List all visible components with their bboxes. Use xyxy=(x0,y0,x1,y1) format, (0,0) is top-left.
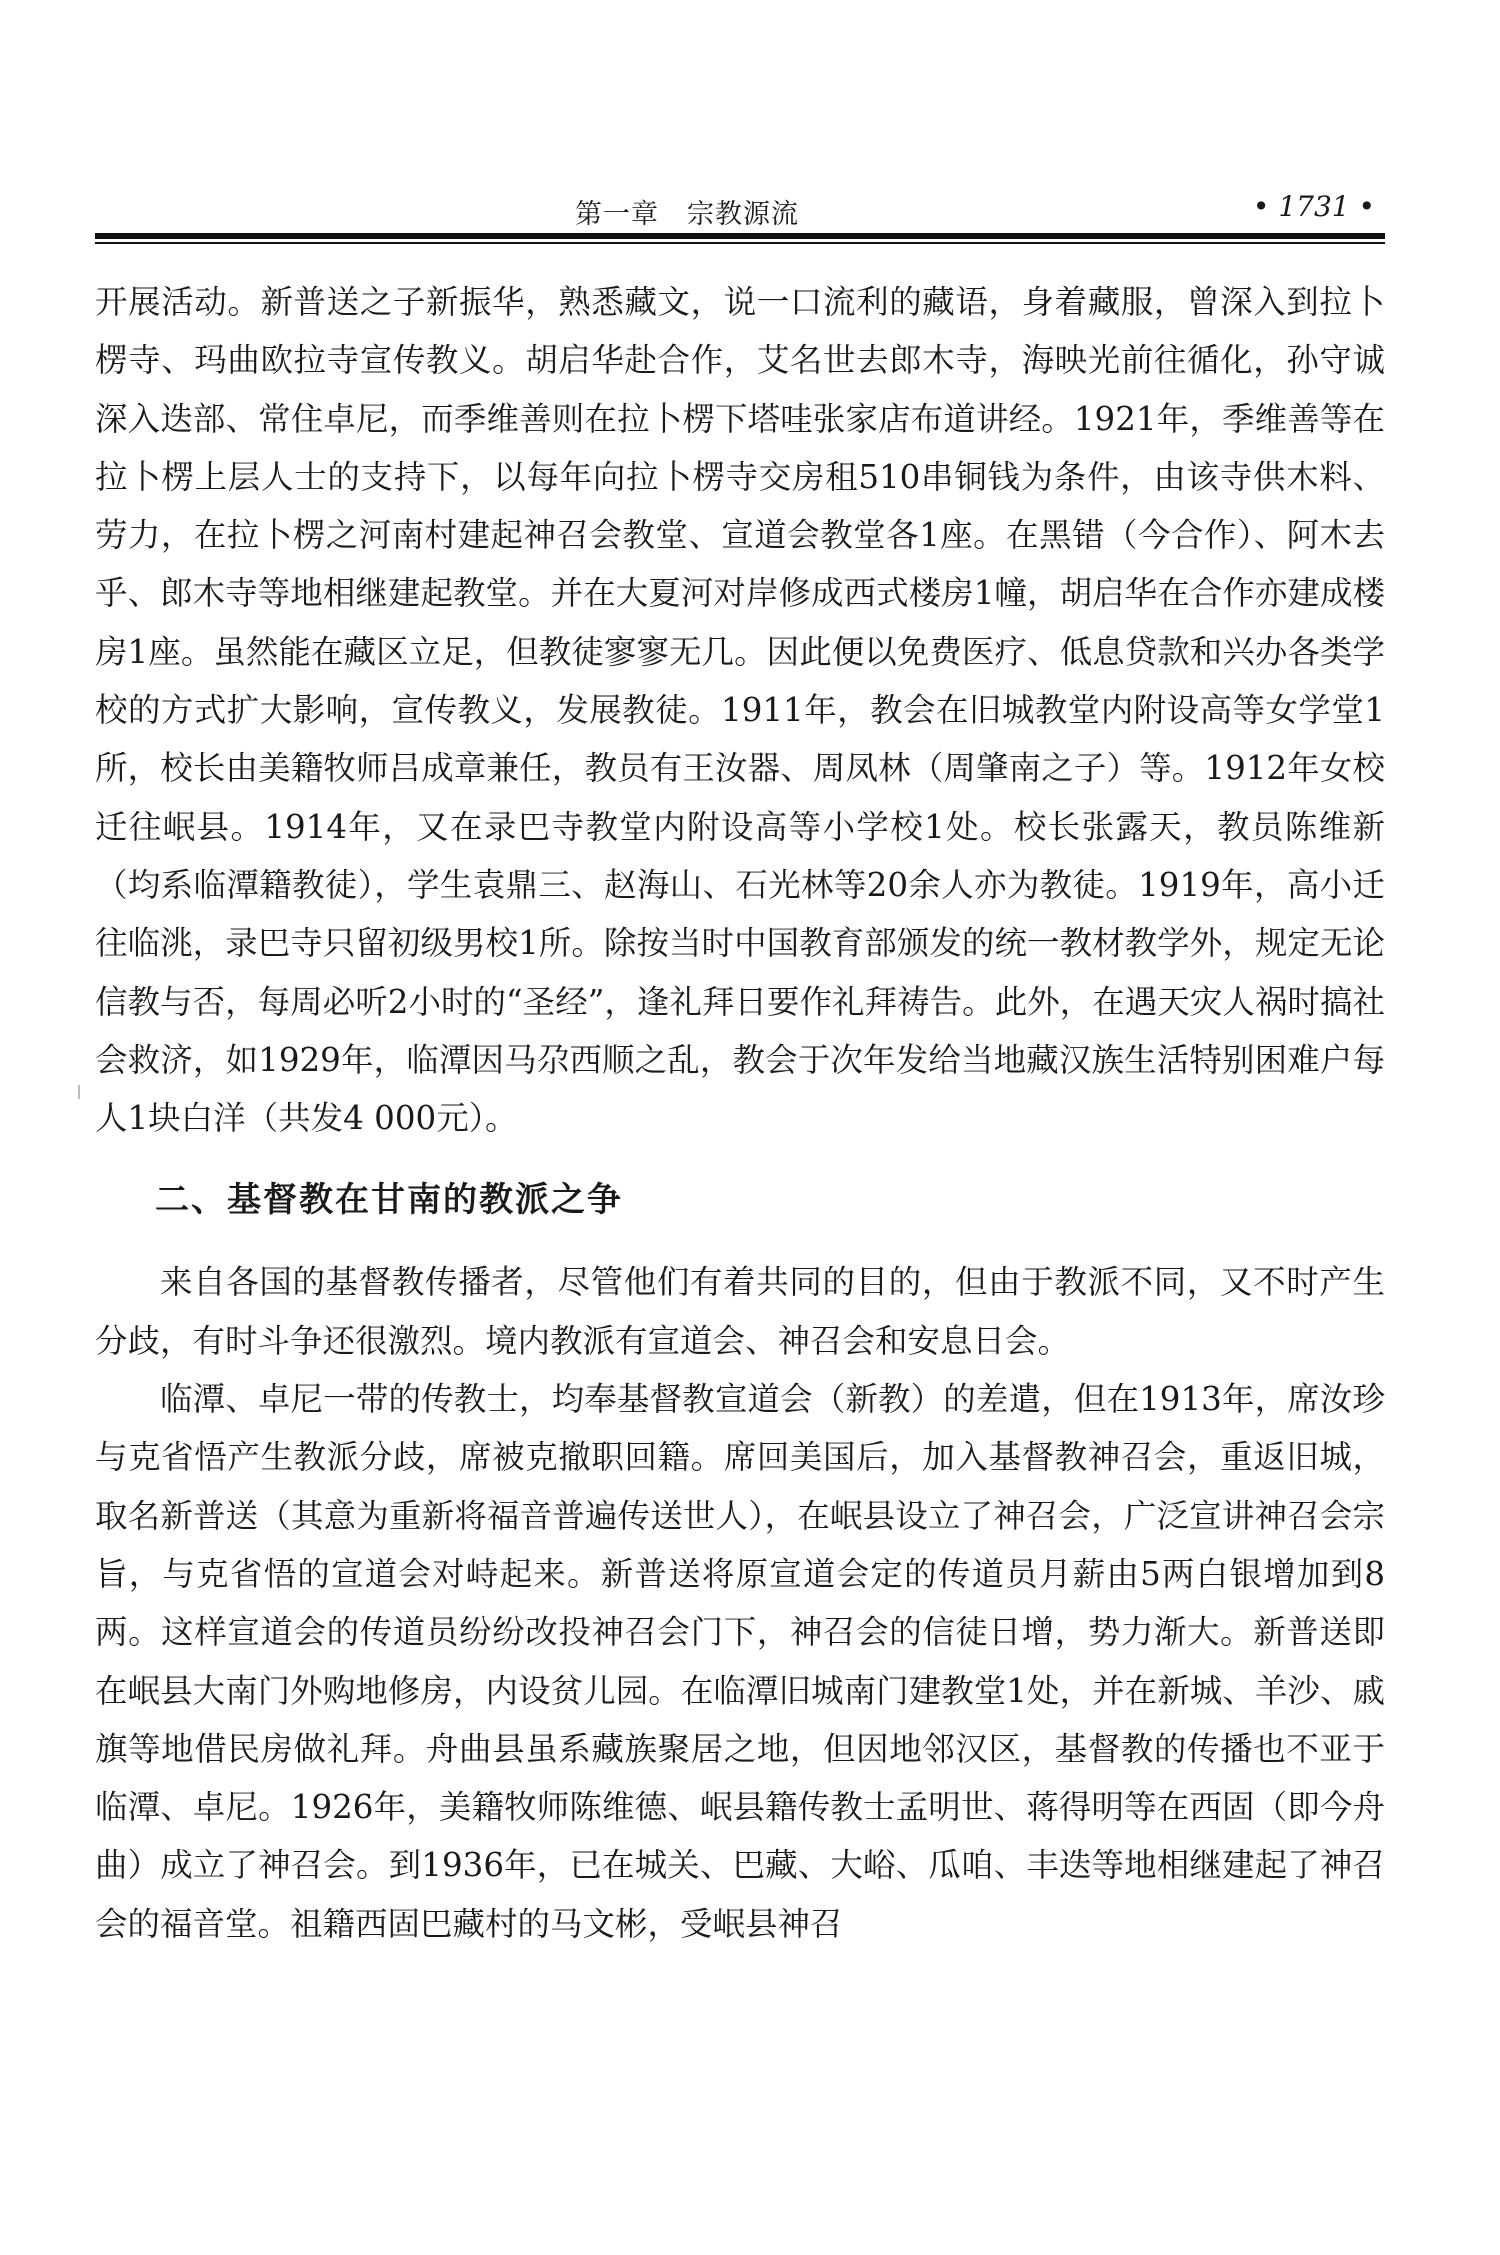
section-heading: 二、基督教在甘南的教派之争 xyxy=(155,1180,623,1221)
margin-mark xyxy=(78,1085,80,1099)
section-paragraph: 临潭、卓尼一带的传教士，均奉基督教宣道会（新教）的差遣，但在1913年，席汝珍与克省悟产生教派分歧，席被克撤职回籍。席回美国后，加入基督教神召会，重返旧城，取名新普送（其意为重新将福音普遍传送世人），在岷县设立了神召会，广泛宣讲神召会宗旨，与克省悟的宣道会对峙起来。新普送将原宣道会定的传道员月薪由5两白银增加到8两。这样宣道会的传道员纷纷改投神召会门下，神召会的信徒日增，势力渐大。新普送即在岷县大南门外购地修房，内设贫儿园。在临潭旧城南门建教堂1处，并在新城、羊沙、戚旗等地借民房做礼拜。舟曲县虽系藏族聚居之地，但因地邻汉区，基督教的传播也不亚于临潭、卓尼。1926年，美籍牧师陈维德、岷县籍传教士孟明世、蒋得明等在西固（即今舟曲）成立了神召会。到1936年，已在城关、巴藏、大峪、瓜咱、丰迭等地相继建起了神召会的福音堂。祖籍西固巴藏村的马文彬，受岷县神召 xyxy=(95,1380,1385,1943)
header-rule-thin xyxy=(95,242,1385,244)
section-paragraph: 来自各国的基督教传播者，尽管他们有着共同的目的，但由于教派不同，又不时产生分歧，有时斗争还很激烈。境内教派有宣道会、神召会和安息日会。 xyxy=(95,1263,1385,1360)
page-number: • 1731 • xyxy=(1252,190,1375,223)
body-text xyxy=(95,273,1385,1953)
header-rule-thick xyxy=(95,233,1385,239)
chapter-title: 第一章 宗教源流 xyxy=(575,199,799,230)
paragraph-continued: 开展活动。新普送之子新振华，熟悉藏文，说一口流利的藏语，身着藏服，曾深入到拉卜楞寺、玛曲欧拉寺宣传教义。胡启华赴合作，艾名世去郎木寺，海映光前往循化，孙守诚深入迭部、常住卓尼，而季维善则在拉卜楞下塔哇张家店布道讲经。1921年，季维善等在拉卜楞上层人士的支持下，以每年向拉卜楞寺交房租510串铜钱为条件，由该寺供木料、劳力，在拉卜楞之河南村建起神召会教堂、宣道会教堂各1座。在黑错（今合作）、阿木去乎、郎木寺等地相继建起教堂。并在大夏河对岸修成西式楼房1幢，胡启华在合作亦建成楼房1座。虽然能在藏区立足，但教徒寥寥无几。因此便以免费医疗、低息贷款和兴办各类学校的方式扩大影响，宣传教义，发展教徒。1911年，教会在旧城教堂内附设高等女学堂1所，校长由美籍牧师吕成章兼任，教员有王汝器、周凤林（周肇南之子）等。1912年女校迁往岷县。1914年，又在录巴寺教堂内附设高等小学校1处。校长张露天，教员陈维新（均系临潭籍教徒），学生袁鼎三、赵海山、石光林等20余人亦为教徒。1919年，高小迁往临洮，录巴寺只留初级男校1所。除按当时中国教育部颁发的统一教材教学外，规定无论信教与否，每周必听2小时的“圣经”，逢礼拜日要作礼拜祷告。此外，在遇天灾人祸时搞社会救济，如1929年，临潭因马尕西顺之乱，教会于次年发给当地藏汉族生活特别困难户每人1块白洋（共发4 000元）。 xyxy=(95,283,1385,1138)
running-header xyxy=(95,186,1385,236)
